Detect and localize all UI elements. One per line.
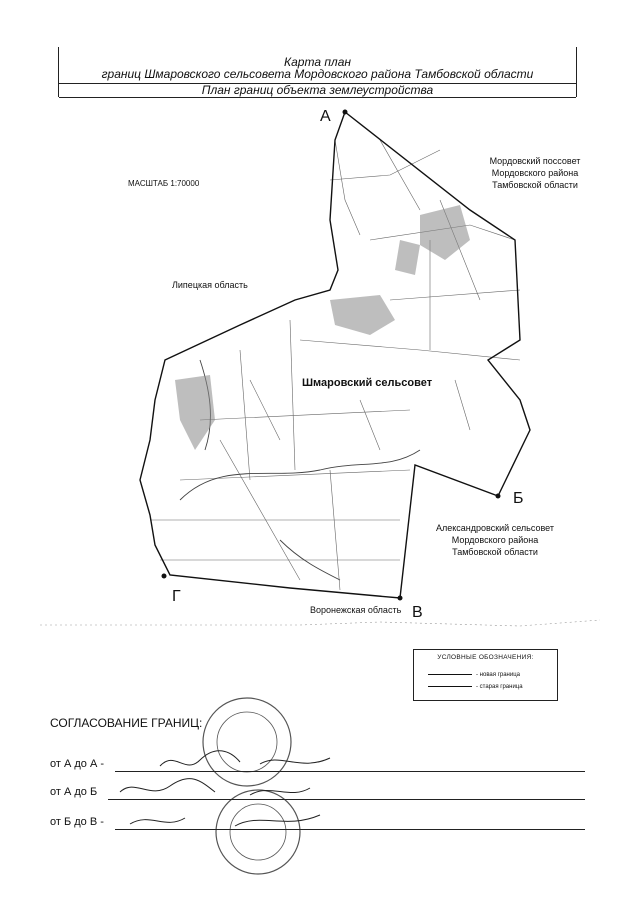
vertex-v-marker <box>398 596 403 601</box>
signature-bv-2 <box>235 815 320 826</box>
neighbor-e-line3: Тамбовской области <box>452 547 538 557</box>
neighbor-south: Воронежская область <box>310 605 402 615</box>
legend-title: УСЛОВНЫЕ ОБОЗНАЧЕНИЯ: <box>437 654 534 661</box>
neighbor-e-line2: Мордовского района <box>451 535 539 545</box>
legend-new-border-label: - новая граница <box>476 672 520 678</box>
vertex-v-label: В <box>412 604 423 621</box>
legend-old-border-swatch <box>428 686 472 687</box>
map-subtitle: План границ объекта землеустройства <box>59 83 576 98</box>
legend-old-border-label: - старая граница <box>476 684 523 690</box>
vertex-b-label: Б <box>513 490 524 507</box>
signature-bv-1 <box>130 818 185 824</box>
neighbor-ne-line2: Мордовского района <box>491 168 579 178</box>
approval-title: СОГЛАСОВАНИЕ ГРАНИЦ: <box>50 716 203 730</box>
vertex-g-label: Г <box>172 588 181 605</box>
map-legend <box>413 649 558 701</box>
stamp-circle-1-inner <box>217 712 277 772</box>
approval-row-ab-line <box>108 799 585 800</box>
vertex-b-marker <box>496 494 501 499</box>
vertex-a-marker <box>343 110 348 115</box>
signature-aa-1 <box>160 751 240 766</box>
approval-row-aa-line <box>115 771 585 772</box>
neighbor-north-east <box>470 155 600 191</box>
legend-new-border <box>428 672 520 678</box>
approval-row-ab-label: от А до Б <box>50 786 98 798</box>
neighbor-west: Липецкая область <box>172 280 248 290</box>
legend-old-border <box>428 684 523 690</box>
stamp-circle-2-inner <box>230 804 286 860</box>
legend-new-border-swatch <box>428 674 472 675</box>
district-name-label: Шмаровский сельсовет <box>302 377 433 389</box>
neighbor-ne-line3: Тамбовской области <box>492 180 578 190</box>
signature-ab-1 <box>120 779 215 792</box>
vertex-g-marker <box>162 574 167 579</box>
approval-stamps <box>203 698 300 874</box>
stream-lines <box>180 360 420 580</box>
approval-row-bv-label: от Б до В - <box>50 816 104 828</box>
neighbor-ne-line1: Мордовский поссовет <box>489 156 581 166</box>
neighbor-e-line1: Александровский сельсовет <box>436 523 554 533</box>
map-scale-label: МАСШТАБ 1:70000 <box>128 179 200 188</box>
stamp-circle-2 <box>216 790 300 874</box>
vertex-a-label: А <box>320 108 331 125</box>
settlement-areas <box>175 205 470 450</box>
signature-ab-2 <box>250 788 310 795</box>
neighbor-east <box>430 522 560 558</box>
scan-noise-line <box>40 620 600 626</box>
map-title: Карта план <box>284 55 351 69</box>
approval-row-aa-label: от А до А - <box>50 758 105 770</box>
stamp-circle-1 <box>203 698 291 786</box>
map-title-detail: границ Шмаровского сельсовета Мордовского района Тамбовской области <box>101 67 534 81</box>
approval-row-bv-line <box>115 829 585 830</box>
